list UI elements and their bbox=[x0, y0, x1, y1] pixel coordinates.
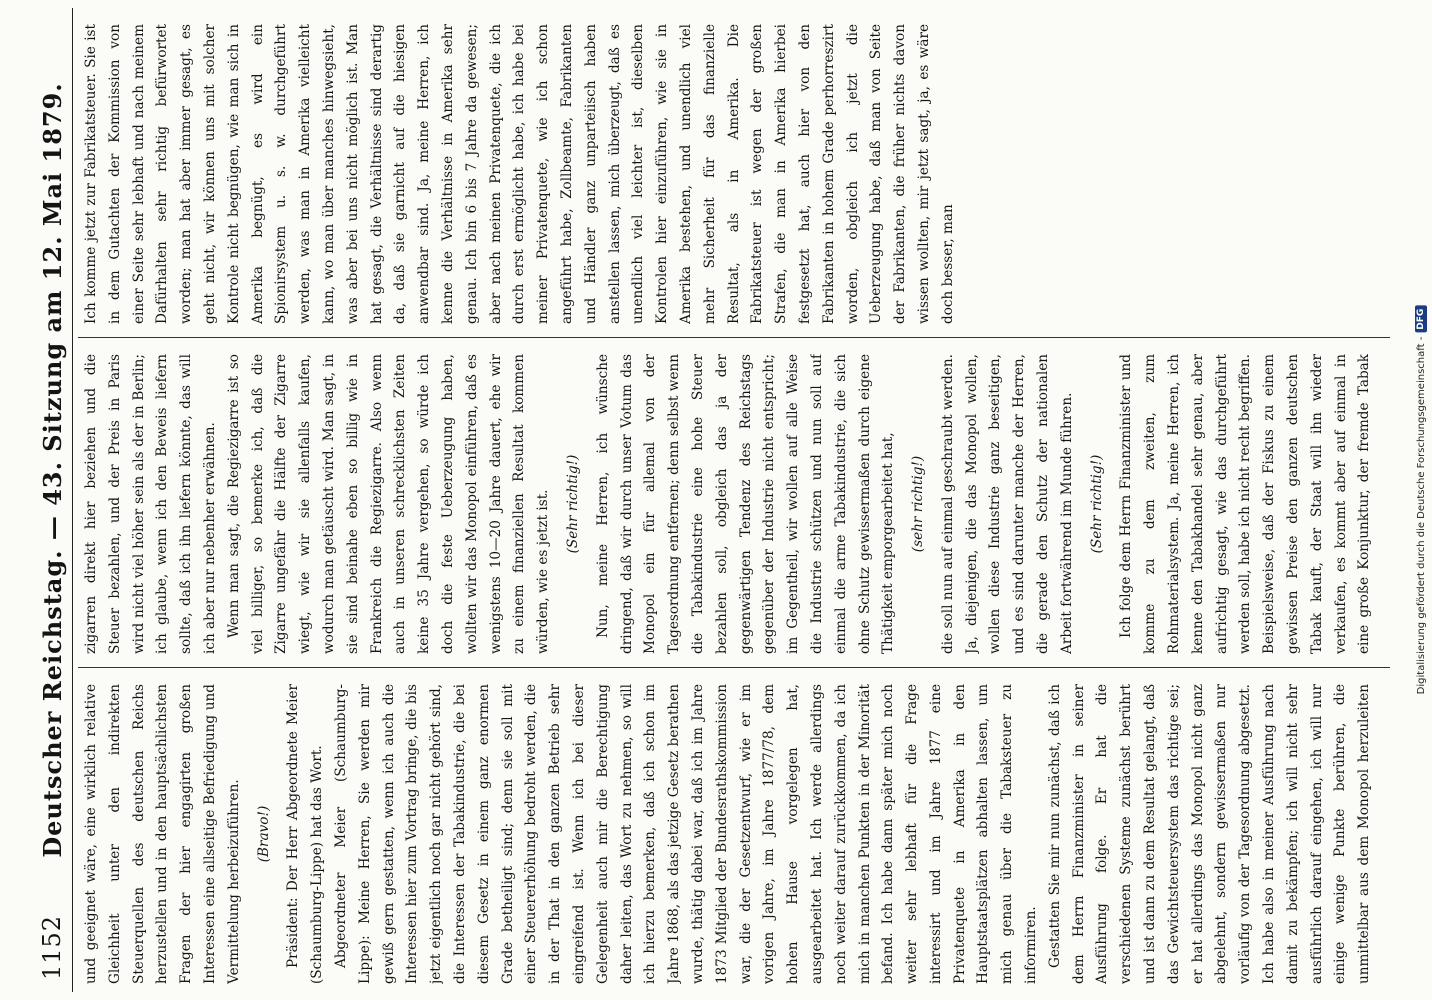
paragraph: Gestatten Sie mir nun zunächst, daß ich dem Herrn Finanzminister in seiner Ausführung folge. Er hat die verschiedenen Systeme zunächst berührt und ist dann zu dem Resultat gelangt, daß das Gewichtsteuersystem das richtige sei; er hat allerdings das Monopol nicht ganz abgelehnt, sondern gewissermaßen nur vorläufig von der Tagesordnung abgesetzt. Ich habe also in meiner Ausführung nach damit zu bekämpfen; ich will nicht sehr ausführlich darauf eingehen, ich will nur einige wenige Punkte berühren, die unmittelbar aus dem Monopol herzuleiten bbox=[1046, 684, 1373, 984]
paragraph: Ich komme jetzt zur Fabrikatsteuer. Sie ist in dem Gutachten der Kommission von einer Seite sehr lebhaft und nach meinem Dafürhalten sehr richtig befürwortet worden; man hat aber immer gesagt, es geht nicht, wir können uns mit solcher Kontrole nicht begnügen, wie man sich in Amerika begnügt, es wird ein Spionirsystem u. s. w. durchgeführt werden, was man in Amerika vielleicht kann, wo man über manches hinwegsieht, was aber bei uns nicht möglich ist. Man hat gesagt, die Verhältnisse sind derartig da, daß sie garnicht auf die hiesigen anwendbar sind. Ja, meine Herren, ich kenne die Verhältnisse in Amerika sehr genau. Ich bin 6 bis 7 Jahre da gewesen; aber nach meinen Privatenquete, die ich durch erst ermöglicht habe, ich habe bei meiner Privatenquete, wie ich schon angeführt habe, Zollbeamte, Fabrikanten und Händler ganz unparteiisch haben anstellen lassen, mich überzeugt, daß es unendlich viel leichter ist, dieselben Kontrolen hier einzuführen, wie sie in Amerika bestehen, und unendlich viel mehr Sicherheit für das finanzielle Resultat, als in Amerika. Die Fabrikatsteuer ist wegen der großen Strafen, die man in Amerika hierbei festgesetzt hat, auch hier von den Fabrikanten in hohem Grade perhorreszirt worden, obgleich ich jetzt die Ueberzeugung habe, daß man von Seite der Fabrikanten, die früher nichts davon wissen wollten, mir jetzt sagt, ja, es wäre doch besser, man bbox=[83, 24, 956, 324]
interjection: (Sehr richtig!) bbox=[564, 454, 581, 554]
interjection: (Sehr richtig!) bbox=[1088, 454, 1105, 554]
column-divider bbox=[78, 667, 1390, 668]
header-rule bbox=[72, 8, 73, 992]
text-column-3 bbox=[80, 24, 1380, 324]
text-column-1 bbox=[80, 684, 1380, 984]
column-divider bbox=[78, 337, 1390, 338]
paragraph: Ich folge dem Herrn Finanzminister und komme zu dem zweiten, zum Rohmaterialsystem. Ja, meine Herren, ich kenne den Tabakhandel sehr genau, aber aufrichtig gesagt, wie das durchgeführt werden soll, habe ich nicht recht begriffen. Beispielsweise, daß der Fiskus zu einem gewissen Preise den ganzen deutschen Tabak kauft, der Staat will ihn wieder verkaufen, es kommt aber auf einmal in eine große Konjunktur, der fremde Tabak bbox=[1118, 354, 1373, 654]
dfg-logo: DFG bbox=[1415, 306, 1427, 333]
text-column-2 bbox=[80, 354, 1380, 654]
paragraph: und geeignet wäre, eine wirklich relative Gleichheit unter den indirekten Steuerquellen des deutschen Reichs herzustellen und in den hauptsächlichsten Fragen der hier engagirten großen Interessen eine allseitige Befriedigung und Vermittelung herbeizuführen. bbox=[83, 684, 242, 984]
paragraph: Wenn man sagt, die Regiezigarre ist so viel billiger, so bemerke ich, daß die Zigarre ungefähr die Hälfte der Zigarre wiegt, wie wir sie allenfalls kaufen, wodurch man getäuscht wird. Man sagt, in sie sind beinahe eben so billig wie in Frankreich die Regiezigarre. Also wenn auch in unseren schrecklichsten Zeiten keine 35 Jahre vergehen, so würde ich doch die feste Ueberzeugung haben, wollten wir das Monopol einführen, daß es wenigstens 10—20 Jahre dauert, ehe wir zu einem finanziellen Resultat kommen würden, wie es jetzt ist. bbox=[225, 354, 552, 654]
provenance-text: Digitalisierung gefördert durch die Deutsche Forschungsgemeinschaft - bbox=[1415, 336, 1427, 695]
running-header-title: Deutscher Reichstag. — 43. Sitzung am 12. Mai 1879. bbox=[38, 82, 67, 858]
paragraph: die soll nun auf einmal geschraubt werden. Ja, diejenigen, die das Monopol wollen, wollen diese Industrie ganz beseitigen, und es sind darunter manche der Herren, die gerade den Schutz der nationalen Arbeit fortwährend im Munde führen. bbox=[939, 354, 1075, 654]
paragraph: Abgeordneter Meier (Schaumburg-Lippe): Meine Herren, Sie werden mir gewiß gern gestatten, wenn ich auch die Interessen hier zum Vortrag bringe, die bis jetzt eigentlich noch gar nicht gehört sind, die Interessen der Tabakindustrie, die bei diesem Gesetz in einem ganz enormen Grade betheiligt sind; denn sie soll mit einer Steuererhöhung bedroht werden, die in der That in den ganzen Betrieb sehr eingreifend ist. Wenn ich bei dieser Gelegenheit auch mir die Berechtigung daher leiten, das Wort zu nehmen, so will ich hierzu bemerken, daß ich schon im Jahre 1868, als das jetzige Gesetz berathen wurde, thätig dabei war, daß ich im Jahre 1873 Mitglied der Bundesrathskommission war, die der Gesetzentwurf, wie er im vorigen Jahre, im Jahre 1877/78, dem hohen Hause vorgelegen hat, ausgearbeitet hat. Ich werde allerdings noch weiter darauf zurückkommen, da ich mich in manchen Punkten in der Minorität befand. Ich habe dann später mich noch weiter sehr lebhaft für die Frage interessirt und im Jahre 1877 eine Privatenquete in Amerika in den Hauptstaatsplätzen abhalten lassen, um mich genau über die Tabaksteuer zu informiren. bbox=[332, 684, 1040, 984]
interjection: (Bravo!) bbox=[255, 805, 272, 863]
interjection: (sehr richtig!) bbox=[910, 455, 927, 553]
paragraph: Präsident: Der Herr Abgeordnete Meier (Schaumburg-Lippe) hat das Wort. bbox=[285, 684, 326, 984]
page-number: 1152 bbox=[38, 914, 66, 980]
paragraph: zigarren direkt hier beziehen und die Steuer bezahlen, und der Preis in Paris wird nicht viel höher sein als der in Berlin; ich glaube, wenn ich den Beweis liefern sollte, daß ich ihn liefern könnte, das will ich aber nur nebenher erwähnen. bbox=[83, 354, 218, 654]
paragraph: Nun, meine Herren, ich wünsche dringend, daß wir durch unser Votum das Monopol ein für allemal von der Tagesordnung entfernen; denn selbst wenn die Tabakindustrie eine hohe Steuer bezahlen soll, obgleich das ja der gegenwärtigen Tendenz des Reichstags gegenüber der Industrie nicht entspricht; im Gegentheil, wir wollen auf alle Weise die Industrie schützen und nun soll auf einmal die arme Tabakindustrie, die sich ohne Schutz gewissermaßen durch eigene Thätigkeit emporgearbeitet hat, bbox=[594, 354, 897, 654]
margin-note bbox=[1409, 0, 1431, 1000]
